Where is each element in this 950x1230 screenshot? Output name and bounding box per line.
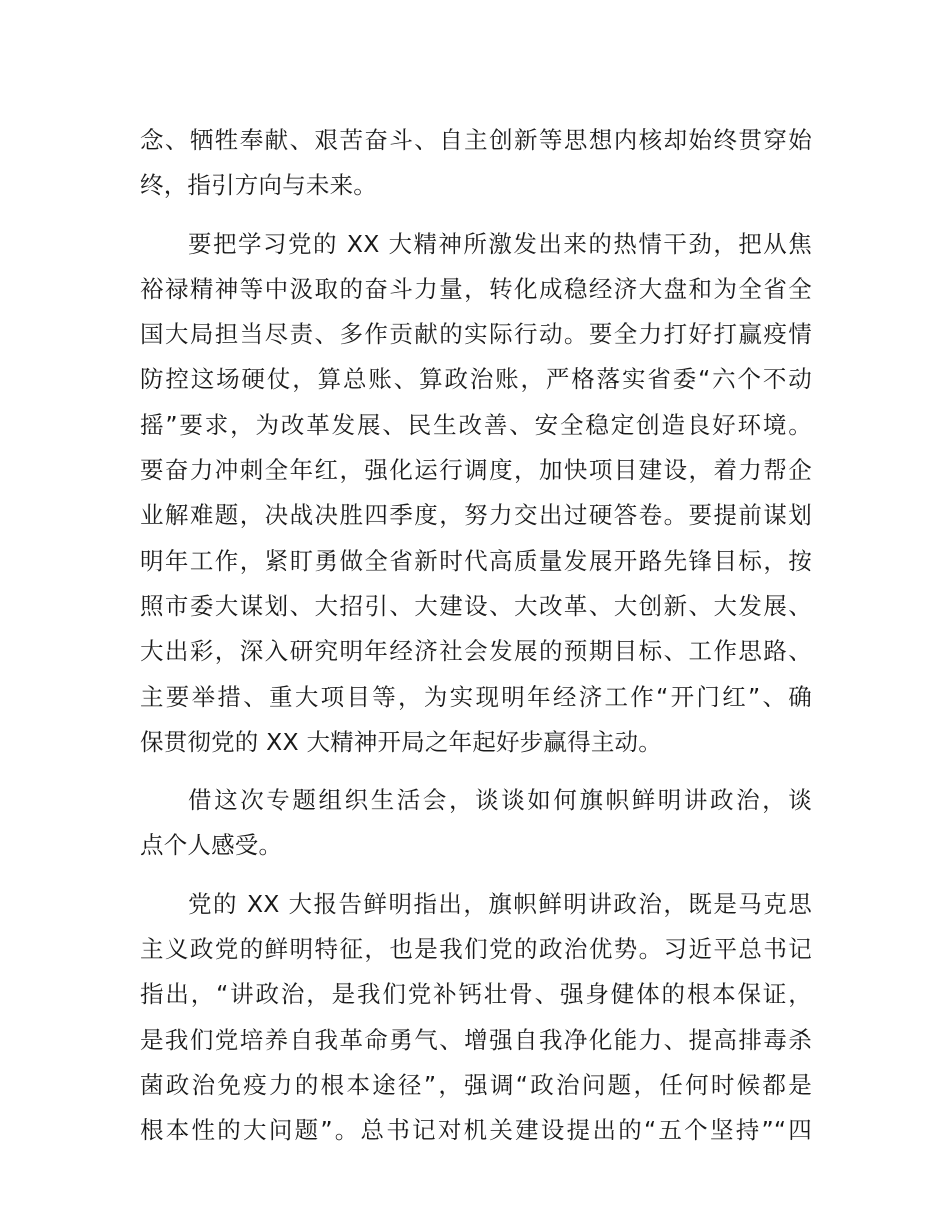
- text-line: 摇”要求，为改革发展、民生改善、安全稳定创造良好环境。: [140, 410, 812, 439]
- paragraph-4: [140, 882, 812, 1154]
- text-line: 裕禄精神等中汲取的奋斗力量，转化成稳经济大盘和为全省全: [140, 274, 812, 303]
- text-line: 国大局担当尽责、多作贡献的实际行动。要全力打好打赢疫情: [140, 320, 812, 349]
- document-body: [140, 118, 812, 1154]
- text-line: 主要举措、重大项目等，为实现明年经济工作“开门红”、确: [140, 682, 812, 711]
- text-line: 保贯彻党的 XX 大精神开局之年起好步赢得主动。: [140, 727, 662, 756]
- text-line: 党的 XX 大报告鲜明指出，旗帜鲜明讲政治，既是马克思: [188, 889, 812, 918]
- paragraph-gap: [140, 869, 812, 882]
- text-line: 明年工作，紧盯勇做全省新时代高质量发展开路先锋目标，按: [140, 546, 812, 575]
- text-line: 指出，“讲政治，是我们党补钙壮骨、强身健体的根本保证，: [140, 980, 812, 1009]
- text-line: 要奋力冲刺全年红，强化运行调度，加快项目建设，着力帮企: [140, 456, 812, 485]
- paragraph-3: [140, 778, 812, 869]
- text-line: 业解难题，决战决胜四季度，努力交出过硬答卷。要提前谋划: [140, 501, 812, 530]
- text-line: 借这次专题组织生活会，谈谈如何旗帜鲜明讲政治，谈: [188, 786, 812, 815]
- paragraph-1: [140, 118, 812, 209]
- text-line: 要把学习党的 XX 大精神所激发出来的热情干劲，把从焦: [188, 229, 812, 258]
- text-line: 照市委大谋划、大招引、大建设、大改革、大创新、大发展、: [140, 591, 812, 620]
- paragraph-2: [140, 222, 812, 766]
- paragraph-gap: [140, 765, 812, 778]
- text-line: 终，指引方向与未来。: [140, 171, 377, 200]
- text-line: 菌政治免疫力的根本途径”，强调“政治问题，任何时候都是: [140, 1070, 812, 1099]
- text-line: 防控这场硬仗，算总账、算政治账，严格落实省委“六个不动: [140, 365, 812, 394]
- text-line: 念、牺牲奉献、艰苦奋斗、自主创新等思想内核却始终贯穿始: [140, 126, 812, 154]
- text-line: 是我们党培养自我革命勇气、增强自我净化能力、提高排毒杀: [140, 1025, 812, 1054]
- text-line: 根本性的大问题”。总书记对机关建设提出的“五个坚持”“四: [140, 1116, 812, 1145]
- paragraph-gap: [140, 209, 812, 222]
- text-line: 点个人感受。: [140, 831, 283, 860]
- text-line: 主义政党的鲜明特征，也是我们党的政治优势。习近平总书记: [140, 935, 812, 964]
- text-line: 大出彩，深入研究明年经济社会发展的预期目标、工作思路、: [140, 637, 812, 666]
